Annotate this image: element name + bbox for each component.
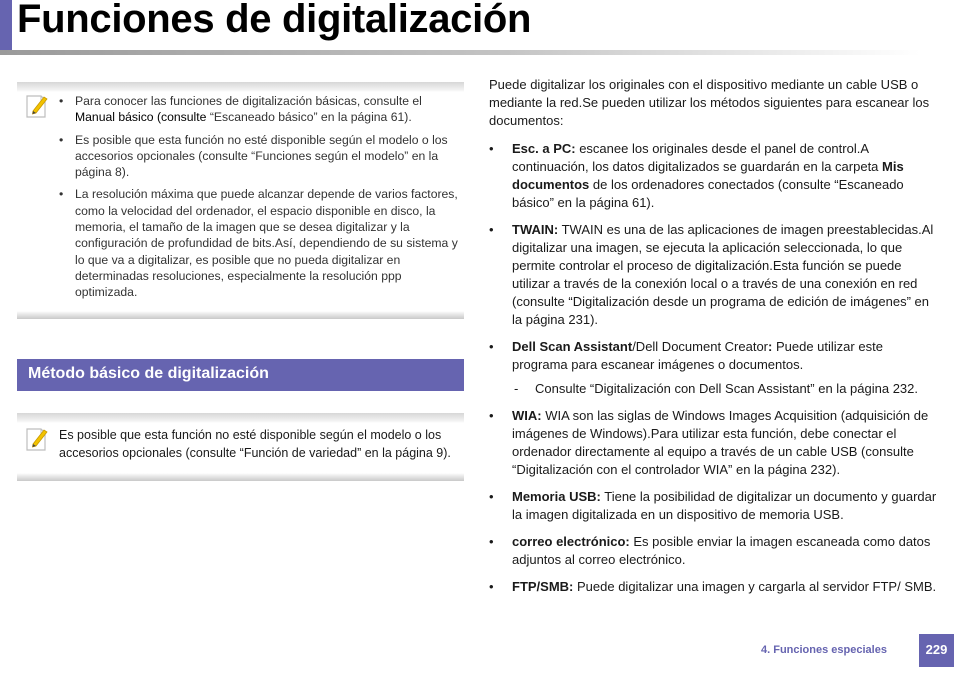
item-text: Es posible enviar la imagen escaneada como datos adjuntos al correo electrónico. xyxy=(512,534,931,567)
item-text: TWAIN es una de las aplicaciones de imagen preestablecidas.Al digitalizar una imagen, se ejecuta la aplicación seleccionada, lo que permite controlar el proceso de digitalización.Esta función se puede utilizar a través de la conexión local o a través de una conexión en red (consulte “Digitalización desde un programa de edición de imágenes” en la página 231). xyxy=(512,222,934,327)
manual-reference: Manual básico (consulte xyxy=(75,110,207,125)
note-list xyxy=(57,93,462,307)
bullet: • xyxy=(59,187,64,202)
note-pencil-icon xyxy=(25,426,49,452)
note-item xyxy=(57,186,462,300)
note-text: Es posible que esta función no esté disponible según el modelo o los accesorios opcionales (consulte “Función de variedad” en la página 9). xyxy=(59,428,451,460)
note-item xyxy=(57,93,462,126)
bullet: • xyxy=(59,132,64,147)
bullet: • xyxy=(489,408,494,423)
main-content xyxy=(489,76,939,605)
note-bottom-shade xyxy=(17,473,464,481)
list-item xyxy=(489,221,939,329)
list-item xyxy=(489,140,939,212)
item-text: de los ordenadores conectados (consulte “Escaneado básico” en la página 61). xyxy=(512,177,904,210)
title-divider xyxy=(0,50,920,55)
note-bottom-shade xyxy=(17,311,464,319)
bullet: • xyxy=(489,339,494,354)
bullet: • xyxy=(59,94,64,108)
item-term: Dell Scan Assistant xyxy=(512,339,633,354)
item-term: WIA: xyxy=(512,408,542,423)
note-item-text: La resolución máxima que puede alcanzar depende de varios factores, como la velocidad del ordenador, el espacio disponible en disco, la memoria, el tamaño de la imagen que se desea digitalizar y la configuración de profundidad de bits.Así, dependiendo de su sistema y lo que va a digitalizar, es posible que no pueda digitalizar en determinadas resoluciones, especialmente la resolución ppp optimizada. xyxy=(75,187,458,300)
bullet: • xyxy=(489,534,494,549)
list-item xyxy=(489,488,939,524)
item-term: correo electrónico: xyxy=(512,534,630,549)
title-accent-bar xyxy=(0,0,12,52)
item-text: escanee los originales desde el panel de control.A continuación, los datos digitalizados se guardarán en la carpeta xyxy=(512,141,883,174)
note-box-requirements xyxy=(17,82,464,319)
item-text: WIA son las siglas de Windows Images Acquisition (adquisición de imágenes de Windows).Para utilizar esta función, debe conectar el ordenador directamente al equipo a través de un cable USB (consulte “Digitalización con el controlador WIA” en la página 232). xyxy=(512,408,929,477)
note-box-availability xyxy=(17,413,464,481)
item-term: Mis documentos xyxy=(512,159,904,192)
intro-paragraph: Puede digitalizar los originales con el dispositivo mediante un cable USB o mediante la red.Se pueden utilizar los métodos siguientes para escanear los documentos: xyxy=(489,77,930,128)
item-term: FTP/SMB: xyxy=(512,579,574,594)
bullet: • xyxy=(489,141,494,156)
note-item-text: Para conocer las funciones de digitalización básicas, consulte el xyxy=(75,94,422,108)
item-term: TWAIN: xyxy=(512,222,559,237)
item-term: Esc. a PC: xyxy=(512,141,576,156)
dash: - xyxy=(514,381,519,396)
item-term: Memoria USB: xyxy=(512,489,601,504)
list-item xyxy=(489,533,939,569)
page-title: Funciones de digitalización xyxy=(17,0,532,41)
list-item xyxy=(489,338,939,398)
note-item-text: Es posible que esta función no esté disponible según el modelo o los accesorios opcionales (consulte “Funciones según el modelo” en la página 8). xyxy=(75,132,448,180)
scan-methods-list xyxy=(489,140,939,596)
note-top-shade xyxy=(17,413,464,423)
sub-list xyxy=(512,380,939,398)
item-term: : xyxy=(768,339,773,354)
note-top-shade xyxy=(17,82,464,92)
item-text: /Dell Document Creator xyxy=(632,339,769,354)
note-item-text: “Escaneado básico” en la página 61). xyxy=(206,110,412,125)
list-item xyxy=(489,578,939,596)
section-heading: Método básico de digitalización xyxy=(17,359,464,391)
item-text: Puede utilizar este programa para escanear imágenes o documentos. xyxy=(512,339,883,372)
item-text: Puede digitalizar una imagen y cargarla al servidor FTP/ SMB. xyxy=(573,579,937,594)
bullet: • xyxy=(489,489,494,504)
page-number: 229 xyxy=(919,634,954,667)
sub-list-item xyxy=(512,380,939,398)
list-item xyxy=(489,407,939,479)
footer-section-link[interactable]: 4. Funciones especiales xyxy=(761,644,887,656)
bullet: • xyxy=(489,222,494,237)
bullet: • xyxy=(489,579,494,594)
sub-item-text: Consulte “Digitalización con Dell Scan Assistant” en la página 232. xyxy=(535,381,918,396)
item-text: Tiene la posibilidad de digitalizar un documento y guardar la imagen digitalizada en un dispositivo de memoria USB. xyxy=(512,489,937,522)
note-item xyxy=(57,132,462,181)
note-pencil-icon xyxy=(25,93,49,119)
